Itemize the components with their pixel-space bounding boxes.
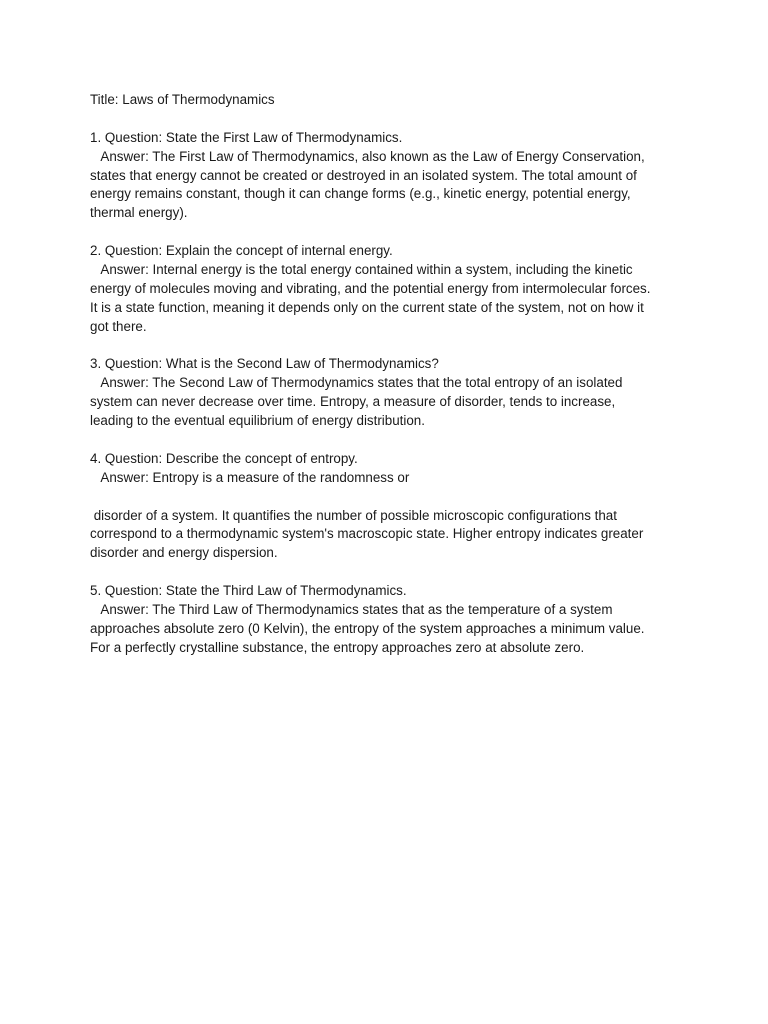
- question-2: 2. Question: Explain the concept of internal energy.: [90, 243, 393, 259]
- answer-3-line-2: system can never decrease over time. Entropy, a measure of disorder, tends to increase,: [90, 394, 616, 410]
- answer-5-line-1: Answer: The Third Law of Thermodynamics states that as the temperature of a system: [90, 602, 613, 618]
- answer-3-line-3: leading to the eventual equilibrium of energy distribution.: [90, 413, 425, 429]
- question-1: 1. Question: State the First Law of Thermodynamics.: [90, 129, 403, 145]
- answer-2-line-4: got there.: [90, 318, 147, 334]
- blank-line: [90, 337, 680, 356]
- answer-2-line-3: It is a state function, meaning it depends only on the current state of the system, not on how it: [90, 299, 644, 315]
- document-title: Title: Laws of Thermodynamics: [90, 92, 275, 107]
- answer-1-line-4: thermal energy).: [90, 205, 188, 221]
- blank-line: [90, 431, 680, 450]
- blank-line: [90, 563, 680, 582]
- answer-5-line-3: For a perfectly crystalline substance, the entropy approaches zero at absolute zero.: [90, 639, 585, 655]
- answer-4-line-5: disorder and energy dispersion.: [90, 545, 278, 561]
- answer-2-line-1: Answer: Internal energy is the total energy contained within a system, including the kinetic: [90, 262, 633, 278]
- answer-5-line-2: approaches absolute zero (0 Kelvin), the entropy of the system approaches a minimum value.: [90, 620, 645, 636]
- question-4: 4. Question: Describe the concept of entropy.: [90, 450, 358, 466]
- answer-3-line-1: Answer: The Second Law of Thermodynamics states that the total entropy of an isolated: [90, 375, 623, 391]
- answer-1-line-1: Answer: The First Law of Thermodynamics, also known as the Law of Energy Conservation,: [90, 148, 645, 164]
- document-body: [90, 91, 680, 658]
- answer-1-line-3: energy remains constant, though it can change forms (e.g., kinetic energy, potential energy,: [90, 186, 631, 202]
- question-3: 3. Question: What is the Second Law of Thermodynamics?: [90, 356, 439, 372]
- answer-4-line-1: Answer: Entropy is a measure of the randomness or: [90, 469, 410, 485]
- answer-4-line-2: [90, 488, 680, 507]
- blank-line: [90, 223, 680, 242]
- answer-4-line-3: disorder of a system. It quantifies the number of possible microscopic configurations that: [90, 507, 617, 523]
- answer-4-line-4: correspond to a thermodynamic system's macroscopic state. Higher entropy indicates greater: [90, 526, 644, 542]
- answer-2-line-2: energy of molecules moving and vibrating, and the potential energy from intermolecular forces.: [90, 280, 651, 296]
- blank-line: [90, 110, 680, 129]
- question-5: 5. Question: State the Third Law of Thermodynamics.: [90, 583, 407, 599]
- answer-1-line-2: states that energy cannot be created or destroyed in an isolated system. The total amount of: [90, 167, 637, 183]
